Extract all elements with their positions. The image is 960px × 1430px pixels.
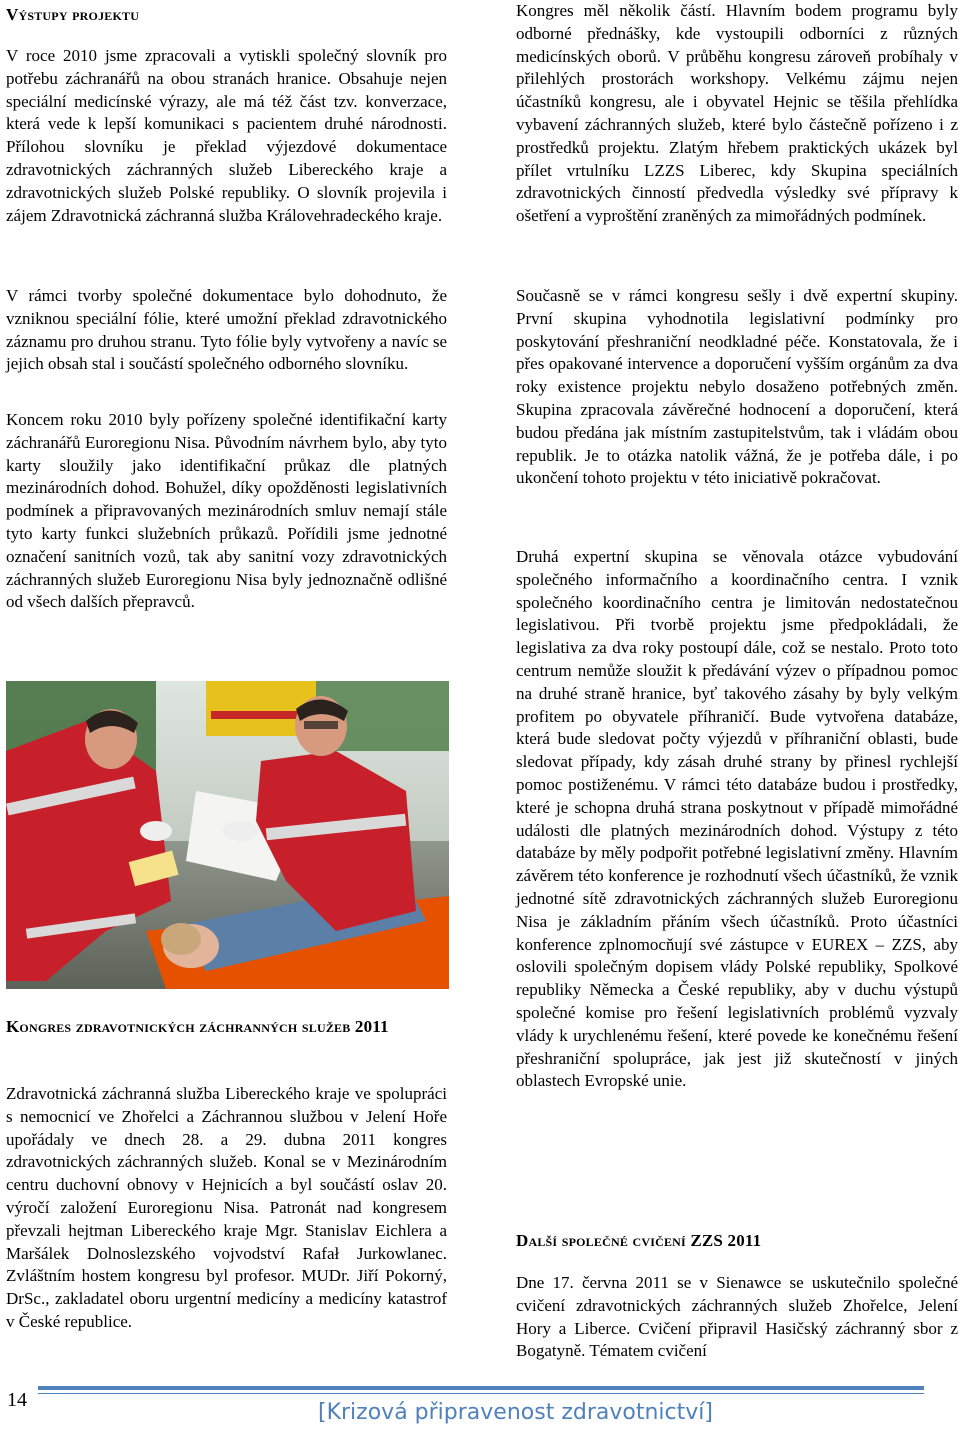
paragraph-slovnik: V roce 2010 jsme zpracovali a vytiskli společný slovník pro potřebu záchranářů na obou stranách hranice. Obsahuje nejen speciální medicínské výrazy, ale má též část tzv. konverzace, která vede k lepší komunikaci s pacientem druhé národnosti. Přílohou slovníku je překlad výjezdové dokumentace zdravotnických záchranných služeb Libereckého kraje a zdravotnických služeb Polské republiky. O slovník projevila i zájem Zdravotnická záchranná služba Královehradeckého kraje. (6, 46, 447, 225)
paragraph-identifikacni-karty: Koncem roku 2010 byly pořízeny společné identifikační karty záchranářů Euroregionu Nisa. Původním návrhem bylo, aby tyto karty sloužily jako identifikační průkaz dle platných mezinárodních dohod. Bohužel, díky opožděnosti legislativních podmínek a připravovaných mezinárodních smluv nemají stále tyto karty funkci služebních průkazů. Pořídili jsme jednotné označení sanitních vozů, tak aby sanitní vozy zdravotnických záchranných služeb Euroregionu Nisa byly jednoznačně odlišné od všech dalších přepravců. (6, 410, 447, 612)
paragraph-folie: V rámci tvorby společné dokumentace bylo dohodnuto, že vzniknou speciální fólie, které umožní překlad zdravotnického záznamu pro druhou stranu. Tyto fólie byly vytvořeny a navíc se jejich obsah stal i součástí společného odborného slovníku. (6, 286, 447, 374)
heading-kongres: Kongres zdravotnických záchranných služeb 2011 (6, 1017, 389, 1036)
heading-vystupy-projektu: Výstupy projektu (6, 5, 140, 24)
paragraph-kongres-casti: Kongres měl několik částí. Hlavním bodem programu byly odborné přednášky, kde vystoupili odborníci z různých medicínských oborů. V průběhu kongresu zároveň probíhaly v přilehlých prostorách workshopy. Velkému zájmu nejen účastníků kongresu, ale i obyvatel Hejnic se těšila přehlídka vybavení záchranných služeb, které bylo částečně pořízeno i z prostředků projektu. Zlatým hřebem praktických ukázek byl přílet vrtulníku LZZS Liberec, kdy Skupina speciálních zdravotnických činností předvedla výsledky své přípravy k ošetření a vyproštění zraněných za mimořádných podmínek. (516, 1, 958, 226)
heading-dalsi-cviceni: Další společné cvičení ZZS 2011 (516, 1231, 762, 1250)
running-title: [Krizová připravenost zdravotnictví] (318, 1400, 713, 1425)
paragraph-kongres-intro: Zdravotnická záchranná služba Libereckého kraje ve spolupráci s nemocnicí ve Zhořelci a Záchrannou službou v Jelení Hoře upořádaly ve dnech 28. a 29. dubna 2011 kongres zdravotnických záchranných služeb. Konal se v Mezinárodním centru duchovní obnovy v Hejnicích a byl součástí oslav 20. výročí založení Euroregionu Nisa. Patronát nad kongresem převzali hejtman Libereckého kraje Mgr. Stanislav Eichlera a Maršálek Dolnoslezského vojvodství Rafał Jurkowlanec. Zvláštním hostem kongresu byl profesor. MUDr. Jiří Pokorný, DrSc., zakladatel oboru urgentní medicíny a medicíny katastrof v České republice. (6, 1084, 447, 1331)
photo-rescuers-treating-patient (6, 681, 449, 989)
footer-rule-thin (38, 1393, 924, 1394)
paragraph-koordinacni-centrum: Druhá expertní skupina se věnovala otázce vybudování společného informačního a koordinačního centra. I vznik společného koordinačního centra je limitován nedostatečnou legislativou. Při tvorbě projektu jsme předpokládali, že legislativa za dva roky postoupí dále, což se nestalo. Proto toto centrum nemůže sloužit k předávání výzev o případnou pomoc na druhé straně hranice, byť takového zásahy by byly velkým profitem po obyvatele příhraničí. Bude vytvořena databáze, která bude sledovat počty výjezdů v příhraniční oblasti, bude sledovat případy, kdy zásah druhé strany by přinesl rychlejší pomoc postiženému. V rámci této databáze budou i prostředky, které je schopna druhá strana poskytnout v případě mimořádné události dle platných mezinárodních dohod. Výstupy z této databáze by měly podpořit potřebné legislativní změny. Hlavním závěrem této konference je rozhodnutí všech účastníků, že vznik jednotné sítě zdravotnických záchranných služeb Euroregionu Nisa je základním přáním všech účastníků. Proto účastníci konference zplnomocňují své zástupce v EUREX – ZZS, aby oslovili společným dopisem vlády Polské republiky, Spolkové republiky Německa a České republiky, aby v duchu výstupů společné komise pro řešení legislativních problémů vyzvaly vlády k urychlenému řešení, které povede ke konečnému řešení přeshraniční spolupráce, jak jest již skutečností v jiných oblastech Evropské unie. (516, 547, 958, 1091)
footer-rule (38, 1386, 924, 1390)
photo-illustration (6, 681, 449, 989)
paragraph-expertni-skupiny: Současně se v rámci kongresu sešly i dvě expertní skupiny. První skupina vyhodnotila legislativní podmínky pro poskytování přeshraniční neodkladné péče. Konstatovala, že i přes opakované intervence a doporučení vyšším orgánům za dva roky existence projektu nebylo dosaženo potřebných změn. Skupina zpracovala závěrečné hodnocení a doporučení, která budou předána jak místním zastupitelstvům, tak i vládám obou republik. Je to otázka natolik vážná, že je potřeba dále, i po ukončení tohoto projektu v této iniciativě pokračovat. (516, 286, 958, 488)
paragraph-cviceni-sienawka: Dne 17. června 2011 se v Sienawce se uskutečnilo společné cvičení zdravotnických záchranných služeb Zhořelce, Jelení Hory a Liberce. Cvičení připravil Hasičský záchranný sbor z Bogatyně. Tématem cvičení (516, 1273, 958, 1361)
page-number: 14 (7, 1389, 27, 1411)
